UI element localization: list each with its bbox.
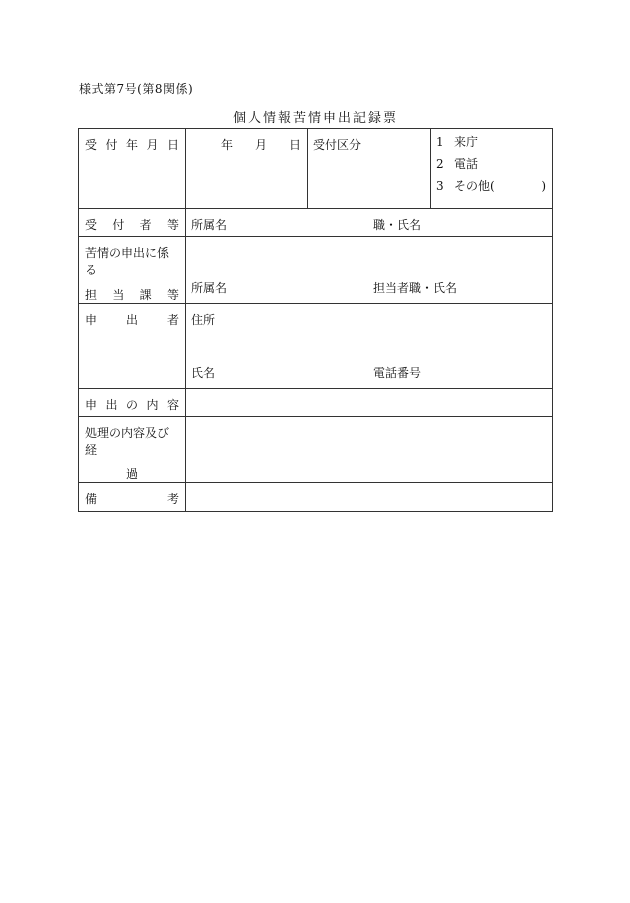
label-char: 申 [85,313,98,327]
label-char: 月 [146,138,159,152]
complaint-record-table [78,128,553,512]
label-char: 容 [166,398,179,412]
department-row [79,237,553,304]
label-char: 等 [166,218,179,232]
remarks-row [79,483,553,512]
applicant-row [79,304,553,389]
option-close-paren: ) [541,179,546,193]
day-label: 日 [288,138,301,152]
year-label: 年 [221,138,234,152]
label-char: 年 [125,138,138,152]
department-label-line1: 苦情の申出に係る [85,246,170,277]
handling-label-line2: 過 [125,467,138,481]
remarks-field[interactable] [186,483,553,512]
document-title: 個人情報苦情申出記録票 [232,111,398,126]
receiver-row [79,209,553,237]
reception-date-field[interactable] [186,129,308,209]
complaint-content-label [79,389,186,417]
label-char: 等 [166,288,179,302]
label-char: 担 [85,288,98,302]
handling-row [79,417,553,483]
department-label [79,237,186,304]
label-char: 日 [166,138,179,152]
phone-number-label: 電話番号 [373,366,422,380]
address-label: 住所 [191,313,216,327]
receiver-dept-label: 所属名 [191,218,228,232]
month-label: 月 [254,138,267,152]
applicant-label [79,304,186,389]
handling-label-line1: 処理の内容及び経 [85,426,170,457]
option-text: その他( [454,179,495,193]
remarks-label [79,483,186,512]
label-char: 者 [139,218,152,232]
option-number: 3 [436,179,444,193]
label-char: 考 [166,492,179,506]
option-number: 1 [436,135,444,149]
reception-date-row [79,129,553,209]
label-char: 出 [105,398,118,412]
receiver-field[interactable] [186,209,553,237]
label-char: 者 [166,313,179,327]
option-text: 電話 [454,157,479,171]
label-char: 内 [146,398,159,412]
reception-category-cell [308,129,431,209]
label-char: 課 [139,288,152,302]
label-char: 出 [125,313,138,327]
label-char: 受 [85,218,98,232]
reception-category-label: 受付区分 [313,138,362,152]
applicant-name-label: 氏名 [191,366,216,380]
form-number: 様式第7号(第8関係) [79,82,194,96]
handling-label [79,417,186,483]
department-name-label: 所属名 [191,281,228,295]
label-char: 申 [85,398,98,412]
reception-category-options[interactable] [431,129,553,209]
label-char: 付 [105,138,118,152]
applicant-field[interactable] [186,304,553,389]
complaint-content-field[interactable] [186,389,553,417]
label-char: 受 [85,138,98,152]
department-field[interactable] [186,237,553,304]
option-other[interactable] [436,175,546,197]
label-char: 備 [85,492,98,506]
label-char: の [125,398,138,412]
option-phone[interactable] [436,153,546,175]
label-char: 付 [112,218,125,232]
option-text: 来庁 [454,135,479,149]
handling-field[interactable] [186,417,553,483]
reception-date-label [79,129,186,209]
receiver-label [79,209,186,237]
complaint-content-row [79,389,553,417]
person-in-charge-label: 担当者職・氏名 [373,281,458,295]
option-visit[interactable] [436,131,546,153]
receiver-title-name-label: 職・氏名 [373,218,422,232]
label-char: 当 [112,288,125,302]
option-number: 2 [436,157,444,171]
